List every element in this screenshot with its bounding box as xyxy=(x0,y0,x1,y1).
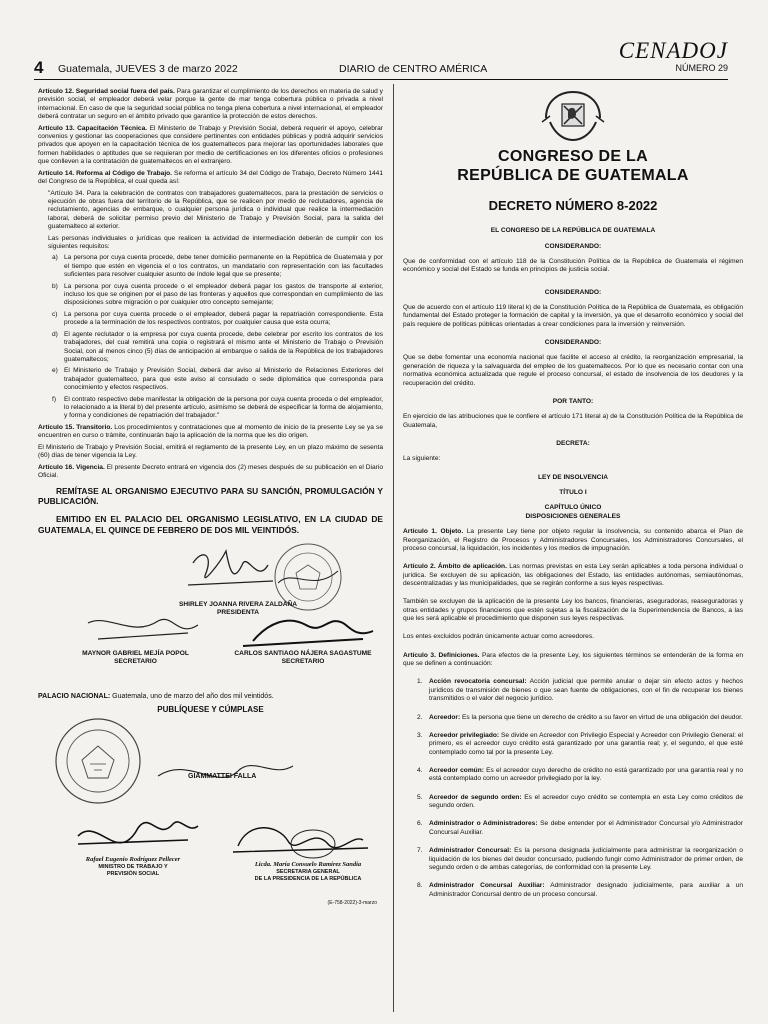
list-item-definition: Es la persona que tiene un derecho de crédito a su favor en virtud de una obligación del deudor. xyxy=(460,713,743,721)
ley-title: LEY DE INSOLVENCIA xyxy=(537,473,609,481)
palacio-nacional xyxy=(38,693,383,702)
remitase-text: REMÍTASE AL ORGANISMO EJECUTIVO PARA SU SANCIÓN, PROMULGACIÓN Y PUBLICACIÓN. xyxy=(38,485,383,507)
list-item-definition: Administrador designado judicialmente, para auxiliar a un Administrador Concursal dentro de un proceso concursal. xyxy=(429,882,743,898)
list-item xyxy=(38,331,383,364)
list-item-text: La persona por cuya cuenta procede o el empleador deberá pagar los gastos de transporte al exterior, incluso los que se originen por el paso de las fronteras y aquellos que correspondan en cumplimiento de las disposiciones sobre migración o por cualquier otro concepto semejante; xyxy=(64,282,383,307)
article-15-title: Artículo 15. Transitorio. xyxy=(38,424,113,431)
secretary-general-signature-block xyxy=(223,861,393,883)
la-siguiente: La siguiente: xyxy=(403,455,441,463)
publication-date: Guatemala, JUEVES 3 de marzo 2022 xyxy=(58,63,238,75)
list-item-term: Acreedor común: xyxy=(429,766,484,774)
considerando-2-text: Que de acuerdo con el artículo 119 literal k) de la Constitución Política de la República de Guatemala, es obligación fundamental del Estado proteger la formación de capital y la inversión, ya que el desarrollo económico y social del país requiere de políticas públicas orientadas a crear condiciones para la inversión y reinversión. xyxy=(403,304,743,328)
list-item xyxy=(38,283,383,308)
president-role: PRESIDENTA xyxy=(216,608,259,616)
list-item xyxy=(403,794,743,811)
palacio-text: Guatemala, uno de marzo del año dos mil veintidós. xyxy=(112,692,274,700)
article-12 xyxy=(38,88,383,121)
list-item-marker: 6. xyxy=(417,820,423,828)
list-item-marker: a) xyxy=(52,254,58,262)
article-15 xyxy=(38,424,383,441)
list-item-text xyxy=(429,847,743,872)
list-item-term: Acción revocatoria concursal: xyxy=(429,678,527,686)
page-header xyxy=(34,58,728,78)
list-item-marker: 4. xyxy=(417,766,423,774)
secretary-general-role-line-1: SECRETARIA GENERAL xyxy=(276,868,340,875)
definitions-list xyxy=(403,678,743,898)
article-14-text: Se reforma el artículo 34 del Código de Trabajo, Decreto Número 1441 del Congreso de la República, el cual queda así: xyxy=(38,169,384,185)
list-item xyxy=(403,732,743,757)
titulo-heading: TÍTULO I xyxy=(559,489,587,497)
right-column xyxy=(403,88,743,909)
list-item-marker: d) xyxy=(52,330,58,338)
list-item xyxy=(38,396,383,421)
list-item xyxy=(403,820,743,837)
article-13 xyxy=(38,125,383,167)
list-item xyxy=(38,311,383,328)
minister-name: Rafael Eugenio Rodríguez Pellecer xyxy=(85,855,181,863)
issue-number: NÚMERO 29 xyxy=(675,63,728,73)
article-15-text: Los procedimientos y contrataciones que al momento de inicio de la presente Ley se ya se encuentren en curso o trámite, continuarán bajo la aplicación de la norma que les dio origen. xyxy=(38,424,383,440)
article-16 xyxy=(38,464,383,481)
list-item-marker: b) xyxy=(52,282,58,290)
article-3-text: Para efectos de la presente Ley, los siguientes términos se entenderán de la forma en que se definen a continuación: xyxy=(403,651,743,668)
list-item-definition: Es el acreedor cuyo crédito se contempla en esta Ley como créditos de segundo orden. xyxy=(429,793,743,810)
article-34-requirements: Las personas individuales o jurídicas que realicen la actividad de intermediación deberán de cumplir con los siguientes requisitos: xyxy=(48,234,383,250)
list-item-definition: Acción judicial que permite anular o dejar sin efecto actos y hechos jurídicos de transmisión de bienes o que sean fuente de obligaciones, con el fin de recuperar los bienes transmitidos o el valor del negocio jurídico. xyxy=(429,678,743,703)
list-item-marker: e) xyxy=(52,367,58,375)
list-item-definition: Se divide en Acreedor con Privilegio Especial y Acreedor con Privilegio General: el primero, es el acreedor cuyo crédito está garantizado por una garantía real; y, el segundo, el que esté contemplado como tal por la presente Ley. xyxy=(429,731,743,756)
article-2 xyxy=(403,563,743,588)
congress-signatures xyxy=(38,543,383,689)
list-item-marker: 1. xyxy=(417,678,423,686)
list-item-term: Acreedor de segundo orden: xyxy=(429,793,522,801)
requirements-list xyxy=(38,254,383,420)
header-rule xyxy=(34,79,728,80)
list-item-text: El agente reclutador o la empresa por cuya cuenta procede, debe celebrar por escrito los contratos de los trabajadores, del cual remitirá una copia o registrará el mismo ante el Ministerio de Trabajo o Previsión Social, con al menos cinco (5) días de anticipación al embarque o salida de la República de los trabajadores guatemaltecos; xyxy=(64,330,383,363)
list-item-definition: Es el acreedor cuyo derecho de crédito no está garantizado por una garantía real y no está contemplado como un acreedor privilegiado por la ley. xyxy=(429,766,744,783)
article-1-text: La presente Ley tiene por objeto regular la insolvencia, su contenido abarca el Plan de Reorganización, el Registro de Procesos y Administradores Concursales, los Administradores Concursales, el proceso concursal, la liquidación, los incidentes y los medios de impugnación. xyxy=(403,528,743,552)
publication-code: (E-758-2022)-3-marzo xyxy=(327,899,377,906)
article-2-text: Las normas previstas en esta Ley serán aplicables a toda persona individual o jurídica. Se excluyen de su aplicación, las obligaciones del Estado, las entidades autónomas, semiautónomas, descentralizadas y las municipalidades, que se regirán conforme a sus leyes respectivas. xyxy=(403,563,743,587)
considerando-1-text: Que de conformidad con el artículo 118 de la Constitución Política de la República de Guatemala el régimen económico y social del Estado se funda en principios de justicia social. xyxy=(403,257,743,274)
article-2-title: Artículo 2. Ámbito de aplicación. xyxy=(403,563,507,571)
executive-seal-and-signatures xyxy=(38,716,383,946)
secretary-2-role: SECRETARIO xyxy=(281,657,325,665)
list-item-marker: 3. xyxy=(417,731,423,739)
minister-signature-block xyxy=(58,856,208,878)
article-3 xyxy=(403,652,743,669)
list-item-marker: c) xyxy=(52,310,58,318)
por-tanto-text: En ejercicio de las atribuciones que le confiere el artículo 171 literal a) de la Constitución Política de la República de Guatemala, xyxy=(403,413,743,429)
article-16-text: El presente Decreto entrará en vigencia dos (2) meses después de su publicación en el Diario Oficial. xyxy=(38,463,383,480)
list-item xyxy=(403,847,743,872)
secretary-1-role: SECRETARIO xyxy=(114,657,157,665)
congreso-heading-line-1: CONGRESO DE LA xyxy=(498,148,648,165)
article-14-title: Artículo 14. Reforma al Código de Trabajo. xyxy=(38,169,173,177)
list-item-definition: Es la persona designada judicialmente para administrar la reorganización o liquidación de los bienes del deudor concursado, pudiendo fungir como Administrador de primer orden, de segundo orden o de ambas categorías, de conformidad con la presente Ley. xyxy=(429,847,743,871)
considerando-2-heading: CONSIDERANDO: xyxy=(544,288,602,296)
list-item-text xyxy=(429,732,743,757)
list-item-term: Administrador Concursal Auxiliar: xyxy=(429,882,545,890)
list-item-text xyxy=(429,714,743,722)
congreso-heading xyxy=(403,148,743,186)
president-signature-block xyxy=(133,601,343,618)
minister-role-line-1: MINISTRO DE TRABAJO Y xyxy=(98,863,168,870)
executive-signatures xyxy=(38,716,383,946)
congreso-subheading: EL CONGRESO DE LA REPÚBLICA DE GUATEMALA xyxy=(490,227,656,235)
article-13-text: El Ministerio de Trabajo y Previsión Social, deberá requerir el apoyo, celebrar convenios y gestionar las cooperaciones que considere pertinentes con entidades públicas y podrá adquirir servicios privados que apoyen en la capacitación técnica de los guatemaltecos para mejorar las oportunidades laborales que formen habilidades o aptitudes que se requieran por medio de certificaciones en los diferentes oficios o profesiones que conlleven a la contratación de guatemaltecos en el extranjero. xyxy=(38,124,383,166)
list-item-text xyxy=(429,678,743,703)
list-item-term: Acreedor: xyxy=(429,713,461,721)
list-item xyxy=(38,367,383,392)
list-item-marker: 7. xyxy=(417,847,423,855)
article-12-title: Artículo 12. Seguridad social fuera del país. xyxy=(38,88,175,95)
list-item-marker: 2. xyxy=(417,713,423,721)
cenadoj-watermark: CENADOJ xyxy=(618,38,728,63)
list-item-text: El contrato respectivo debe manifestar la obligación de la persona por cuya cuenta proceda o del empleador, lo relacionado a la literal b) del presente artículo, asimismo se deberá de especificar la forma de alojamiento, y forma y condiciones de repatriación del trabajador." xyxy=(64,395,383,420)
secretary-general-name: Licda. María Consuelo Ramírez Sandía xyxy=(254,860,362,868)
considerando-3-text: Que se debe fomentar una economía nacional que facilite el acceso al crédito, la reorganización empresarial, la generación de riqueza y la salvaguarda del empleo de los guatemaltecos. Por lo que es necesario contar con una normativa económica actualizada que regule el proceso concursal, el estado de insolvencia de los deudores y la recuperación del crédito. xyxy=(403,354,743,387)
publiquese-text: PUBLÍQUESE Y CÚMPLASE xyxy=(157,705,264,715)
decreta-heading: DECRETA: xyxy=(556,440,590,447)
secretary-general-role-line-2: DE LA PRESIDENCIA DE LA REPÚBLICA xyxy=(254,875,362,882)
list-item-text: El Ministerio de Trabajo y Previsión Social, deberá dar aviso al Ministerio de Relaciones Exteriores del trabajador guatemalteco, para que este aviso al consulado o sede diplomática que corresponda para conocimiento y efectos respectivos. xyxy=(64,367,383,392)
article-12-text: Para garantizar el cumplimiento de los derechos en materia de salud y previsión social, el empleador deberá velar porque la gente de mar tenga cobertura pública o privada a nivel internacional. En caso de que la seguridad social pública no tenga plena cobertura a nivel internacional, el empleador deberá contratar un seguro en el ámbito privado que garantice la protección de estos derechos. xyxy=(38,88,383,121)
considerando-3-heading: CONSIDERANDO: xyxy=(544,339,602,347)
congreso-heading-line-2: REPÚBLICA DE GUATEMALA xyxy=(457,166,689,184)
decree-number: DECRETO NÚMERO 8-2022 xyxy=(488,197,658,213)
list-item-term: Acreedor privilegiado: xyxy=(429,731,500,739)
secretary-1-signature-block xyxy=(48,650,223,667)
article-14 xyxy=(38,170,383,187)
secretary-1-name: MAYNOR GABRIEL MEJÍA POPOL xyxy=(82,649,189,657)
article-2-creditors: Los entes excluidos podrán únicamente actuar como acreedores. xyxy=(403,633,594,641)
list-item-text: La persona por cuya cuenta procede o el empleador, deberá pagar la repatriación correspondiente. Esta procede a la terminación de los respectivos contratos, por cualquier causa que esta ocurra; xyxy=(64,310,383,327)
left-column xyxy=(38,88,383,946)
list-item-marker: f) xyxy=(52,395,57,403)
president-giammattei: GIAMMATTEI FALLA xyxy=(188,772,257,780)
list-item-text xyxy=(429,767,743,784)
president-name: SHIRLEY JOANNA RIVERA ZALDAÑA xyxy=(178,600,298,608)
list-item xyxy=(403,714,743,722)
article-16-title: Artículo 16. Vigencia. xyxy=(38,463,105,471)
por-tanto-heading: POR TANTO: xyxy=(552,397,594,405)
disposiciones-heading: DISPOSICIONES GENERALES xyxy=(525,512,621,520)
list-item-term: Administrador Concursal: xyxy=(429,847,512,855)
secretary-2-name: CARLOS SANTIAGO NÁJERA SAGASTUME xyxy=(234,649,372,657)
capitulo-heading: CAPÍTULO ÚNICO xyxy=(544,504,602,512)
article-34-text: "Artículo 34. Para la celebración de contratos con trabajadores guatemaltecos, para la prestación de servicios o ejecución de obras fuera del territorio de la República, que se realicen por medio de reclutadores, agencia de reclutamiento, agencias de embarque, o cualquier persona jurídica o individual que realice la intermediación laboral, deberá de solicitar permiso previo del Ministerio de Trabajo y Previsión Social, para la salida del guatemalteco al exterior. xyxy=(48,189,383,230)
list-item-marker: 8. xyxy=(417,882,423,890)
article-3-title: Artículo 3. Definiciones. xyxy=(403,651,480,659)
regulation-text: El Ministerio de Trabajo y Previsión Social, emitirá el reglamento de la presente Ley, en un plazo máximo de sesenta (60) días de tener vigencia la Ley. xyxy=(38,443,383,460)
column-divider xyxy=(393,84,394,1012)
list-item-marker: 5. xyxy=(417,793,423,801)
list-item xyxy=(403,678,743,703)
list-item-term: Administrador o Administradores: xyxy=(429,820,538,828)
list-item xyxy=(403,767,743,784)
article-2-exclusions: También se excluyen de la aplicación de la presente Ley los bancos, financieras, aseguradoras, reaseguradoras y otras entidades y grupos financieros que estén sujetas a la fiscalización de la Superintendencia de Bancos, a las que les será aplicable el procedimiento que disponen sus leyes respectivas. xyxy=(403,598,743,623)
secretary-2-signature-block xyxy=(218,650,388,667)
newspaper-name: DIARIO de CENTRO AMÉRICA xyxy=(339,63,488,75)
minister-role-line-2: PREVISIÓN SOCIAL xyxy=(106,870,160,877)
article-1-title: Artículo 1. Objeto. xyxy=(403,528,464,536)
list-item xyxy=(403,882,743,899)
list-item-text xyxy=(429,882,743,899)
list-item-text xyxy=(429,794,743,811)
palacio-title: PALACIO NACIONAL: xyxy=(38,692,111,700)
emitido-text: EMITIDO EN EL PALACIO DEL ORGANISMO LEGISLATIVO, EN LA CIUDAD DE GUATEMALA, EL QUINCE DE FEBRERO DE DOS MIL VEINTIDÓS. xyxy=(38,514,383,535)
page-number: 4 xyxy=(34,58,44,77)
considerando-1-heading: CONSIDERANDO: xyxy=(544,242,602,250)
list-item-text: La persona por cuya cuenta procede, debe tener domicilio permanente en la República de Guatemala y por el tiempo que estén en vigencia el o los contratos, un mandatario con representación con las facultades suficientes para resolver cualquier asunto de índole legal que se presente; xyxy=(64,254,383,279)
article-1 xyxy=(403,528,743,553)
list-item-definition: Se debe entender por el Administrador Concursal y/o Administrador Concursal Auxiliar. xyxy=(429,820,743,836)
article-13-title: Artículo 13. Capacitación Técnica. xyxy=(38,124,148,132)
guatemala-coat-of-arms-icon xyxy=(538,88,608,144)
list-item xyxy=(38,254,383,279)
list-item-text xyxy=(429,820,743,837)
